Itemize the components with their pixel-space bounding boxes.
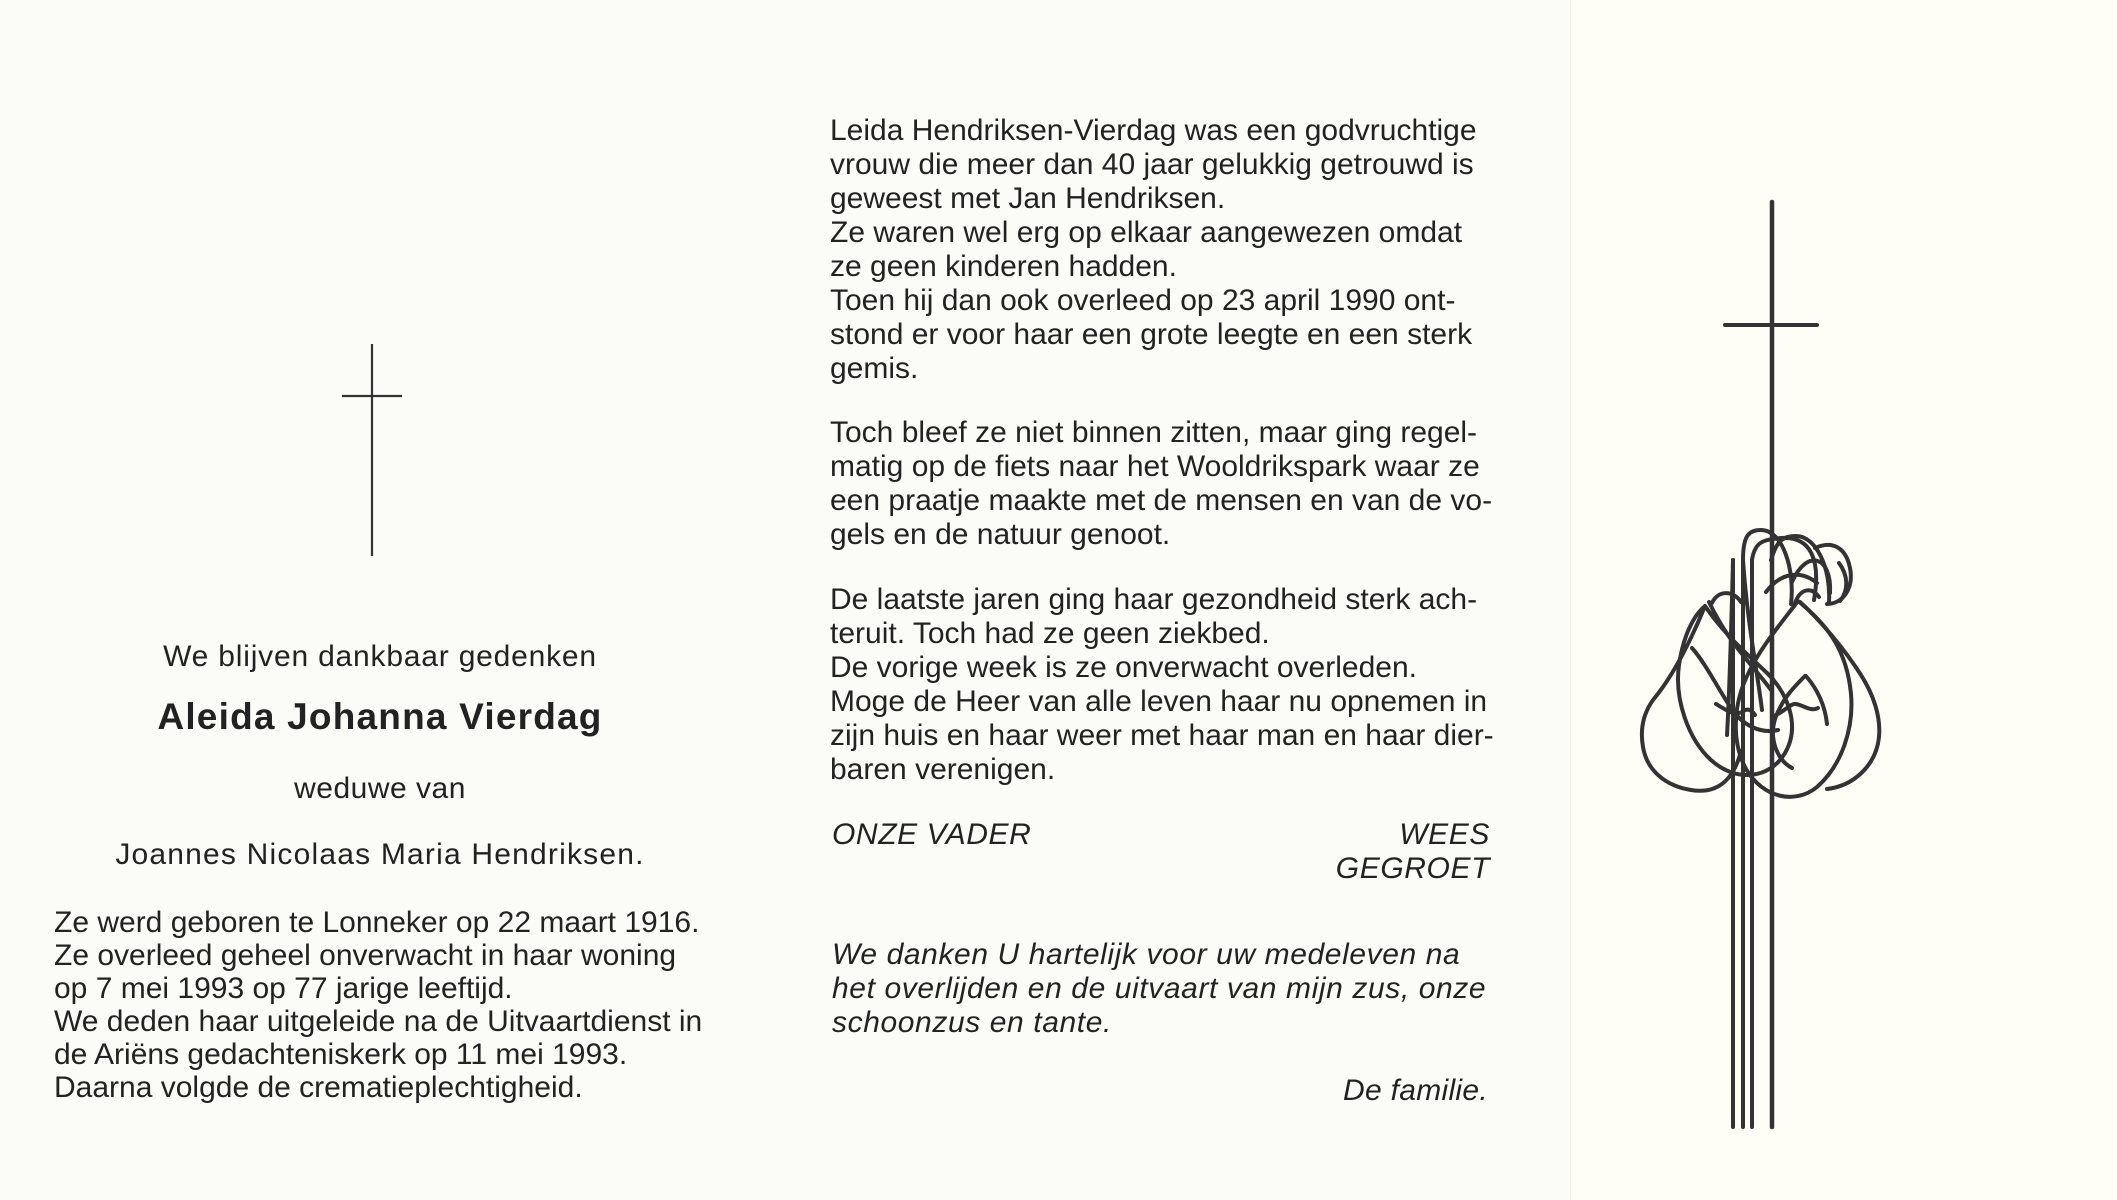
biography-line: op 7 mei 1993 op 77 jarige leeftijd.: [54, 972, 513, 1005]
paragraph-line: ze geen kinderen hadden.: [830, 250, 1177, 283]
paragraph-line: Ze waren wel erg op elkaar aangewezen omdat: [830, 216, 1463, 249]
paragraph-line: Leida Hendriksen-Vierdag was een godvruchtige: [830, 114, 1477, 147]
thank-you-line: het overlijden en de uitvaart van mijn zus, onze: [832, 972, 1487, 1005]
cross-icon: [342, 344, 402, 556]
biography-line: We deden haar uitgeleide na de Uitvaartdienst in: [54, 1005, 703, 1038]
memorial-card-illustration-panel: [1570, 0, 2117, 1200]
biography-line: Daarna volgde de crematieplechtigheid.: [54, 1071, 583, 1104]
thank-you-text: [832, 938, 1492, 1040]
paragraph-line: Toch bleef ze niet binnen zitten, maar ging regel-: [830, 416, 1478, 449]
memorial-paragraph-1: [830, 114, 1510, 386]
deceased-name: Aleida Johanna Vierdag: [157, 696, 603, 737]
paragraph-line: gels en de natuur genoot.: [830, 518, 1171, 551]
biography-line: Ze overleed geheel onverwacht in haar woning: [54, 939, 677, 972]
thank-you-line: schoonzus en tante.: [832, 1006, 1112, 1039]
paragraph-line: een praatje maakte met de mensen en van de vo-: [830, 484, 1493, 517]
biography-line: de Ariëns gedachteniskerk op 11 mei 1993.: [54, 1038, 628, 1071]
widow-of-line: weduwe van: [294, 772, 466, 805]
memorial-paragraph-3: [830, 583, 1510, 787]
prayer-onze-vader: ONZE VADER: [832, 818, 1032, 851]
prayer-wees-gegroet: WEES GEGROET: [1335, 818, 1490, 885]
thank-you-line: We danken U hartelijk voor uw medeleven na: [832, 938, 1461, 971]
paragraph-line: Moge de Heer van alle leven haar nu opnemen in: [830, 685, 1488, 718]
paragraph-line: geweest met Jan Hendriksen.: [830, 182, 1226, 215]
paragraph-line: matig op de fiets naar het Wooldrikspark waar ze: [830, 450, 1480, 483]
paragraph-line: De vorige week is ze onverwacht overleden.: [830, 651, 1417, 684]
biography-line: Ze werd geboren te Lonneker op 22 maart 1916.: [54, 906, 700, 939]
paragraph-line: Toen hij dan ook overleed op 23 april 1990 ont-: [830, 284, 1456, 317]
snowdrop-flower-icon: [1571, 0, 2117, 1200]
biography-text: [54, 906, 754, 1104]
husband-name: Joannes Nicolaas Maria Hendriksen.: [115, 838, 645, 871]
family-signature: De familie.: [1342, 1074, 1488, 1107]
memorial-card-left-panel: [0, 0, 780, 1200]
paragraph-line: baren verenigen.: [830, 753, 1056, 786]
paragraph-line: teruit. Toch had ze geen ziekbed.: [830, 617, 1270, 650]
remember-line: We blijven dankbaar gedenken: [163, 640, 597, 673]
paragraph-line: vrouw die meer dan 40 jaar gelukkig getrouwd is: [830, 148, 1474, 181]
paragraph-line: zijn huis en haar weer met haar man en haar dier-: [830, 719, 1494, 752]
memorial-paragraph-2: [830, 416, 1510, 552]
paragraph-line: gemis.: [830, 352, 919, 385]
paragraph-line: De laatste jaren ging haar gezondheid sterk ach-: [830, 583, 1478, 616]
paragraph-line: stond er voor haar een grote leegte en een sterk: [830, 318, 1473, 351]
